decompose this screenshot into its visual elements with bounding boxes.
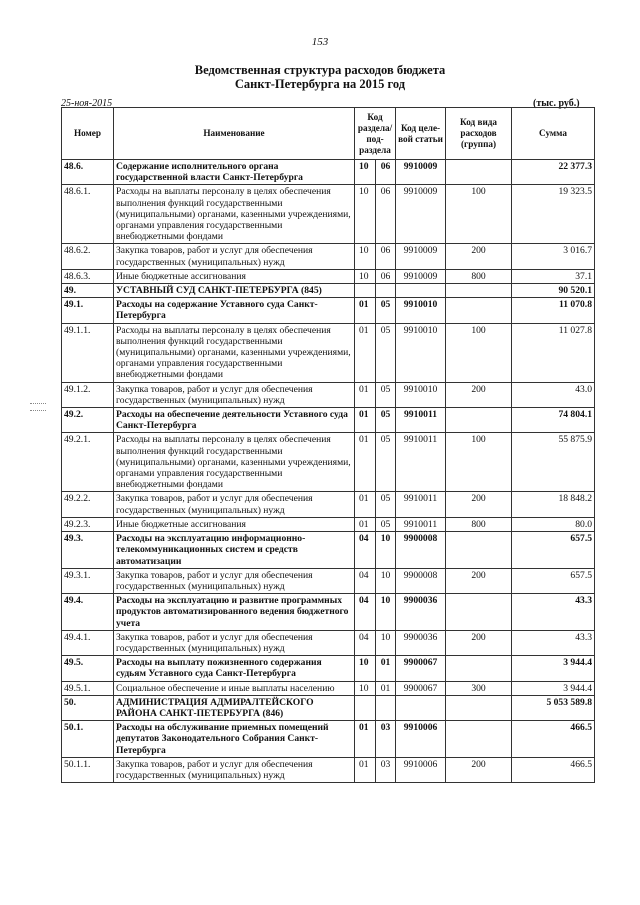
row-article-code: 9900067 (396, 681, 446, 695)
row-article-code: 9910009 (396, 185, 446, 244)
row-subsection-code: 06 (376, 185, 396, 244)
row-sum: 18 848.2 (512, 492, 595, 517)
row-number: 49.4.1. (62, 630, 114, 655)
row-expense-type: 100 (446, 433, 512, 492)
header-name: Наименование (114, 108, 355, 160)
header-article: Код целе- вой статьи (396, 108, 446, 160)
table-row (62, 594, 595, 631)
row-number: 48.6. (62, 160, 114, 185)
row-article-code (396, 695, 446, 720)
row-expense-type (446, 408, 512, 433)
page-number: 153 (311, 36, 329, 48)
row-name: Закупка товаров, работ и услуг для обеспечения государственных (муниципальных) нужд (114, 382, 355, 407)
row-subsection-code: 03 (376, 721, 396, 758)
row-expense-type: 800 (446, 517, 512, 531)
units-label: (тыс. руб.) (533, 98, 580, 109)
header-sum: Сумма (512, 108, 595, 160)
row-expense-type (446, 298, 512, 323)
row-sum: 3 944.4 (512, 681, 595, 695)
row-name: Расходы на выплаты персоналу в целях обеспечения выполнения функций государственными (муниципальными) органами, казенными учреждениями, органами управления государственными внебюджетными фондами (114, 433, 355, 492)
row-number: 49.5. (62, 656, 114, 681)
header-number: Номер (62, 108, 114, 160)
row-article-code: 9910011 (396, 492, 446, 517)
table-row (62, 757, 595, 782)
row-name: Социальное обеспечение и иные выплаты населению (114, 681, 355, 695)
table-row (62, 695, 595, 720)
table-row (62, 492, 595, 517)
row-expense-type: 300 (446, 681, 512, 695)
row-number: 49.2.1. (62, 433, 114, 492)
row-section-code: 01 (355, 298, 376, 323)
row-sum: 11 070.8 (512, 298, 595, 323)
row-article-code: 9900008 (396, 568, 446, 593)
row-section-code: 10 (355, 185, 376, 244)
table-row (62, 568, 595, 593)
document-title (0, 63, 640, 91)
row-number: 49.5.1. (62, 681, 114, 695)
budget-table-container (61, 107, 594, 783)
table-row (62, 160, 595, 185)
row-sum: 466.5 (512, 721, 595, 758)
row-sum: 43.0 (512, 382, 595, 407)
row-subsection-code: 06 (376, 160, 396, 185)
row-section-code: 01 (355, 757, 376, 782)
row-number: 48.6.1. (62, 185, 114, 244)
row-number: 50.1. (62, 721, 114, 758)
row-subsection-code (376, 284, 396, 298)
row-section-code: 01 (355, 517, 376, 531)
row-name: Закупка товаров, работ и услуг для обеспечения государственных (муниципальных) нужд (114, 492, 355, 517)
row-section-code: 10 (355, 244, 376, 269)
row-number: 49.4. (62, 594, 114, 631)
row-name: Содержание исполнительного органа государственной власти Санкт-Петербурга (114, 160, 355, 185)
table-row (62, 284, 595, 298)
row-subsection-code: 05 (376, 517, 396, 531)
row-section-code: 01 (355, 408, 376, 433)
row-subsection-code: 05 (376, 323, 396, 382)
row-name: Расходы на выплаты персоналу в целях обеспечения выполнения функций государственными (муниципальными) органами, казенными учреждениями, органами управления государственными внебюджетными фондами (114, 185, 355, 244)
row-sum: 90 520.1 (512, 284, 595, 298)
row-name: Закупка товаров, работ и услуг для обеспечения государственных (муниципальных) нужд (114, 630, 355, 655)
row-subsection-code: 10 (376, 630, 396, 655)
row-article-code (396, 284, 446, 298)
row-article-code: 9910010 (396, 382, 446, 407)
row-section-code: 01 (355, 382, 376, 407)
row-section-code: 01 (355, 433, 376, 492)
title-line-1: Ведомственная структура расходов бюджета (194, 63, 446, 77)
row-sum: 466.5 (512, 757, 595, 782)
row-sum: 657.5 (512, 568, 595, 593)
table-row (62, 382, 595, 407)
row-article-code: 9910006 (396, 757, 446, 782)
row-number: 50.1.1. (62, 757, 114, 782)
row-section-code: 10 (355, 160, 376, 185)
row-section-code: 01 (355, 323, 376, 382)
table-row (62, 532, 595, 569)
row-article-code: 9910009 (396, 269, 446, 283)
row-subsection-code: 06 (376, 244, 396, 269)
row-expense-type: 100 (446, 323, 512, 382)
row-name: Расходы на содержание Уставного суда Санкт-Петербурга (114, 298, 355, 323)
row-expense-type: 200 (446, 244, 512, 269)
row-number: 49.2.3. (62, 517, 114, 531)
table-row (62, 630, 595, 655)
row-expense-type (446, 695, 512, 720)
table-row (62, 721, 595, 758)
row-subsection-code: 05 (376, 408, 396, 433)
row-section-code: 01 (355, 721, 376, 758)
row-name: АДМИНИСТРАЦИЯ АДМИРАЛТЕЙСКОГО РАЙОНА САНКТ-ПЕТЕРБУРГА (846) (114, 695, 355, 720)
row-article-code: 9910010 (396, 298, 446, 323)
row-sum: 657.5 (512, 532, 595, 569)
table-header-row (62, 108, 595, 160)
row-number: 49.2.2. (62, 492, 114, 517)
row-subsection-code: 10 (376, 568, 396, 593)
row-section-code: 04 (355, 532, 376, 569)
row-article-code: 9910010 (396, 323, 446, 382)
table-row (62, 185, 595, 244)
row-subsection-code: 05 (376, 382, 396, 407)
header-section: Код раздела/ под- раздела (355, 108, 396, 160)
row-sum: 37.1 (512, 269, 595, 283)
row-article-code: 9910009 (396, 160, 446, 185)
row-article-code: 9910011 (396, 517, 446, 531)
row-sum: 11 027.8 (512, 323, 595, 382)
table-row (62, 323, 595, 382)
row-name: Расходы на обеспечение деятельности Уставного суда Санкт-Петербурга (114, 408, 355, 433)
row-subsection-code: 10 (376, 532, 396, 569)
row-subsection-code: 01 (376, 656, 396, 681)
row-article-code: 9900067 (396, 656, 446, 681)
table-row (62, 244, 595, 269)
row-expense-type: 200 (446, 492, 512, 517)
title-line-2: Санкт-Петербурга на 2015 год (234, 77, 406, 91)
row-subsection-code: 05 (376, 492, 396, 517)
row-name: Расходы на эксплуатацию информационно-телекоммуникационных систем и средств автоматизации (114, 532, 355, 569)
row-number: 49.1. (62, 298, 114, 323)
row-section-code: 04 (355, 568, 376, 593)
row-article-code: 9910006 (396, 721, 446, 758)
table-row (62, 656, 595, 681)
row-section-code: 10 (355, 269, 376, 283)
row-article-code: 9900008 (396, 532, 446, 569)
row-subsection-code (376, 695, 396, 720)
row-expense-type: 200 (446, 630, 512, 655)
row-expense-type (446, 721, 512, 758)
document-date: 25-ноя-2015 (61, 98, 113, 109)
row-expense-type: 200 (446, 568, 512, 593)
row-section-code: 04 (355, 594, 376, 631)
table-row (62, 517, 595, 531)
row-name: Закупка товаров, работ и услуг для обеспечения государственных (муниципальных) нужд (114, 568, 355, 593)
row-name: Закупка товаров, работ и услуг для обеспечения государственных (муниципальных) нужд (114, 244, 355, 269)
row-section-code (355, 695, 376, 720)
row-sum: 43.3 (512, 594, 595, 631)
row-sum: 80.0 (512, 517, 595, 531)
row-section-code (355, 284, 376, 298)
row-sum: 55 875.9 (512, 433, 595, 492)
row-subsection-code: 06 (376, 269, 396, 283)
row-number: 49. (62, 284, 114, 298)
table-body (62, 160, 595, 783)
row-section-code: 04 (355, 630, 376, 655)
row-expense-type (446, 532, 512, 569)
row-name: Расходы на выплаты персоналу в целях обеспечения выполнения функций государственными (муниципальными) органами, казенными учреждениями, органами управления государственными внебюджетными фондами (114, 323, 355, 382)
row-expense-type (446, 160, 512, 185)
row-expense-type: 200 (446, 757, 512, 782)
row-name: Расходы на эксплуатацию и развитие программных продуктов автоматизированного ведения бюджетного учета (114, 594, 355, 631)
row-name: Закупка товаров, работ и услуг для обеспечения государственных (муниципальных) нужд (114, 757, 355, 782)
row-section-code: 10 (355, 656, 376, 681)
row-expense-type: 200 (446, 382, 512, 407)
header-expense-type: Код вида расходов (группа) (446, 108, 512, 160)
row-number: 48.6.2. (62, 244, 114, 269)
row-article-code: 9910011 (396, 433, 446, 492)
row-sum: 3 016.7 (512, 244, 595, 269)
row-expense-type: 800 (446, 269, 512, 283)
row-name: Иные бюджетные ассигнования (114, 269, 355, 283)
table-row (62, 298, 595, 323)
row-number: 49.3.1. (62, 568, 114, 593)
row-subsection-code: 05 (376, 298, 396, 323)
row-number: 49.1.2. (62, 382, 114, 407)
row-subsection-code: 10 (376, 594, 396, 631)
row-name: Расходы на обслуживание приемных помещений депутатов Законодательного Собрания Санкт-Петербурга (114, 721, 355, 758)
table-row (62, 681, 595, 695)
margin-mark (30, 403, 46, 411)
row-article-code: 9910011 (396, 408, 446, 433)
row-article-code: 9910009 (396, 244, 446, 269)
row-number: 49.1.1. (62, 323, 114, 382)
row-sum: 74 804.1 (512, 408, 595, 433)
row-article-code: 9900036 (396, 594, 446, 631)
row-name: Расходы на выплату пожизненного содержания судьям Уставного суда Санкт-Петербурга (114, 656, 355, 681)
row-subsection-code: 05 (376, 433, 396, 492)
row-number: 50. (62, 695, 114, 720)
table-row (62, 433, 595, 492)
row-number: 49.2. (62, 408, 114, 433)
row-section-code: 10 (355, 681, 376, 695)
row-sum: 22 377.3 (512, 160, 595, 185)
row-number: 48.6.3. (62, 269, 114, 283)
row-name: Иные бюджетные ассигнования (114, 517, 355, 531)
row-sum: 5 053 589.8 (512, 695, 595, 720)
row-expense-type (446, 594, 512, 631)
row-subsection-code: 03 (376, 757, 396, 782)
row-name: УСТАВНЫЙ СУД САНКТ-ПЕТЕРБУРГА (845) (114, 284, 355, 298)
row-number: 49.3. (62, 532, 114, 569)
budget-table (61, 107, 595, 783)
row-sum: 43.3 (512, 630, 595, 655)
row-expense-type (446, 656, 512, 681)
row-expense-type (446, 284, 512, 298)
row-expense-type: 100 (446, 185, 512, 244)
row-subsection-code: 01 (376, 681, 396, 695)
row-sum: 3 944.4 (512, 656, 595, 681)
row-section-code: 01 (355, 492, 376, 517)
row-article-code: 9900036 (396, 630, 446, 655)
table-row (62, 408, 595, 433)
table-row (62, 269, 595, 283)
row-sum: 19 323.5 (512, 185, 595, 244)
